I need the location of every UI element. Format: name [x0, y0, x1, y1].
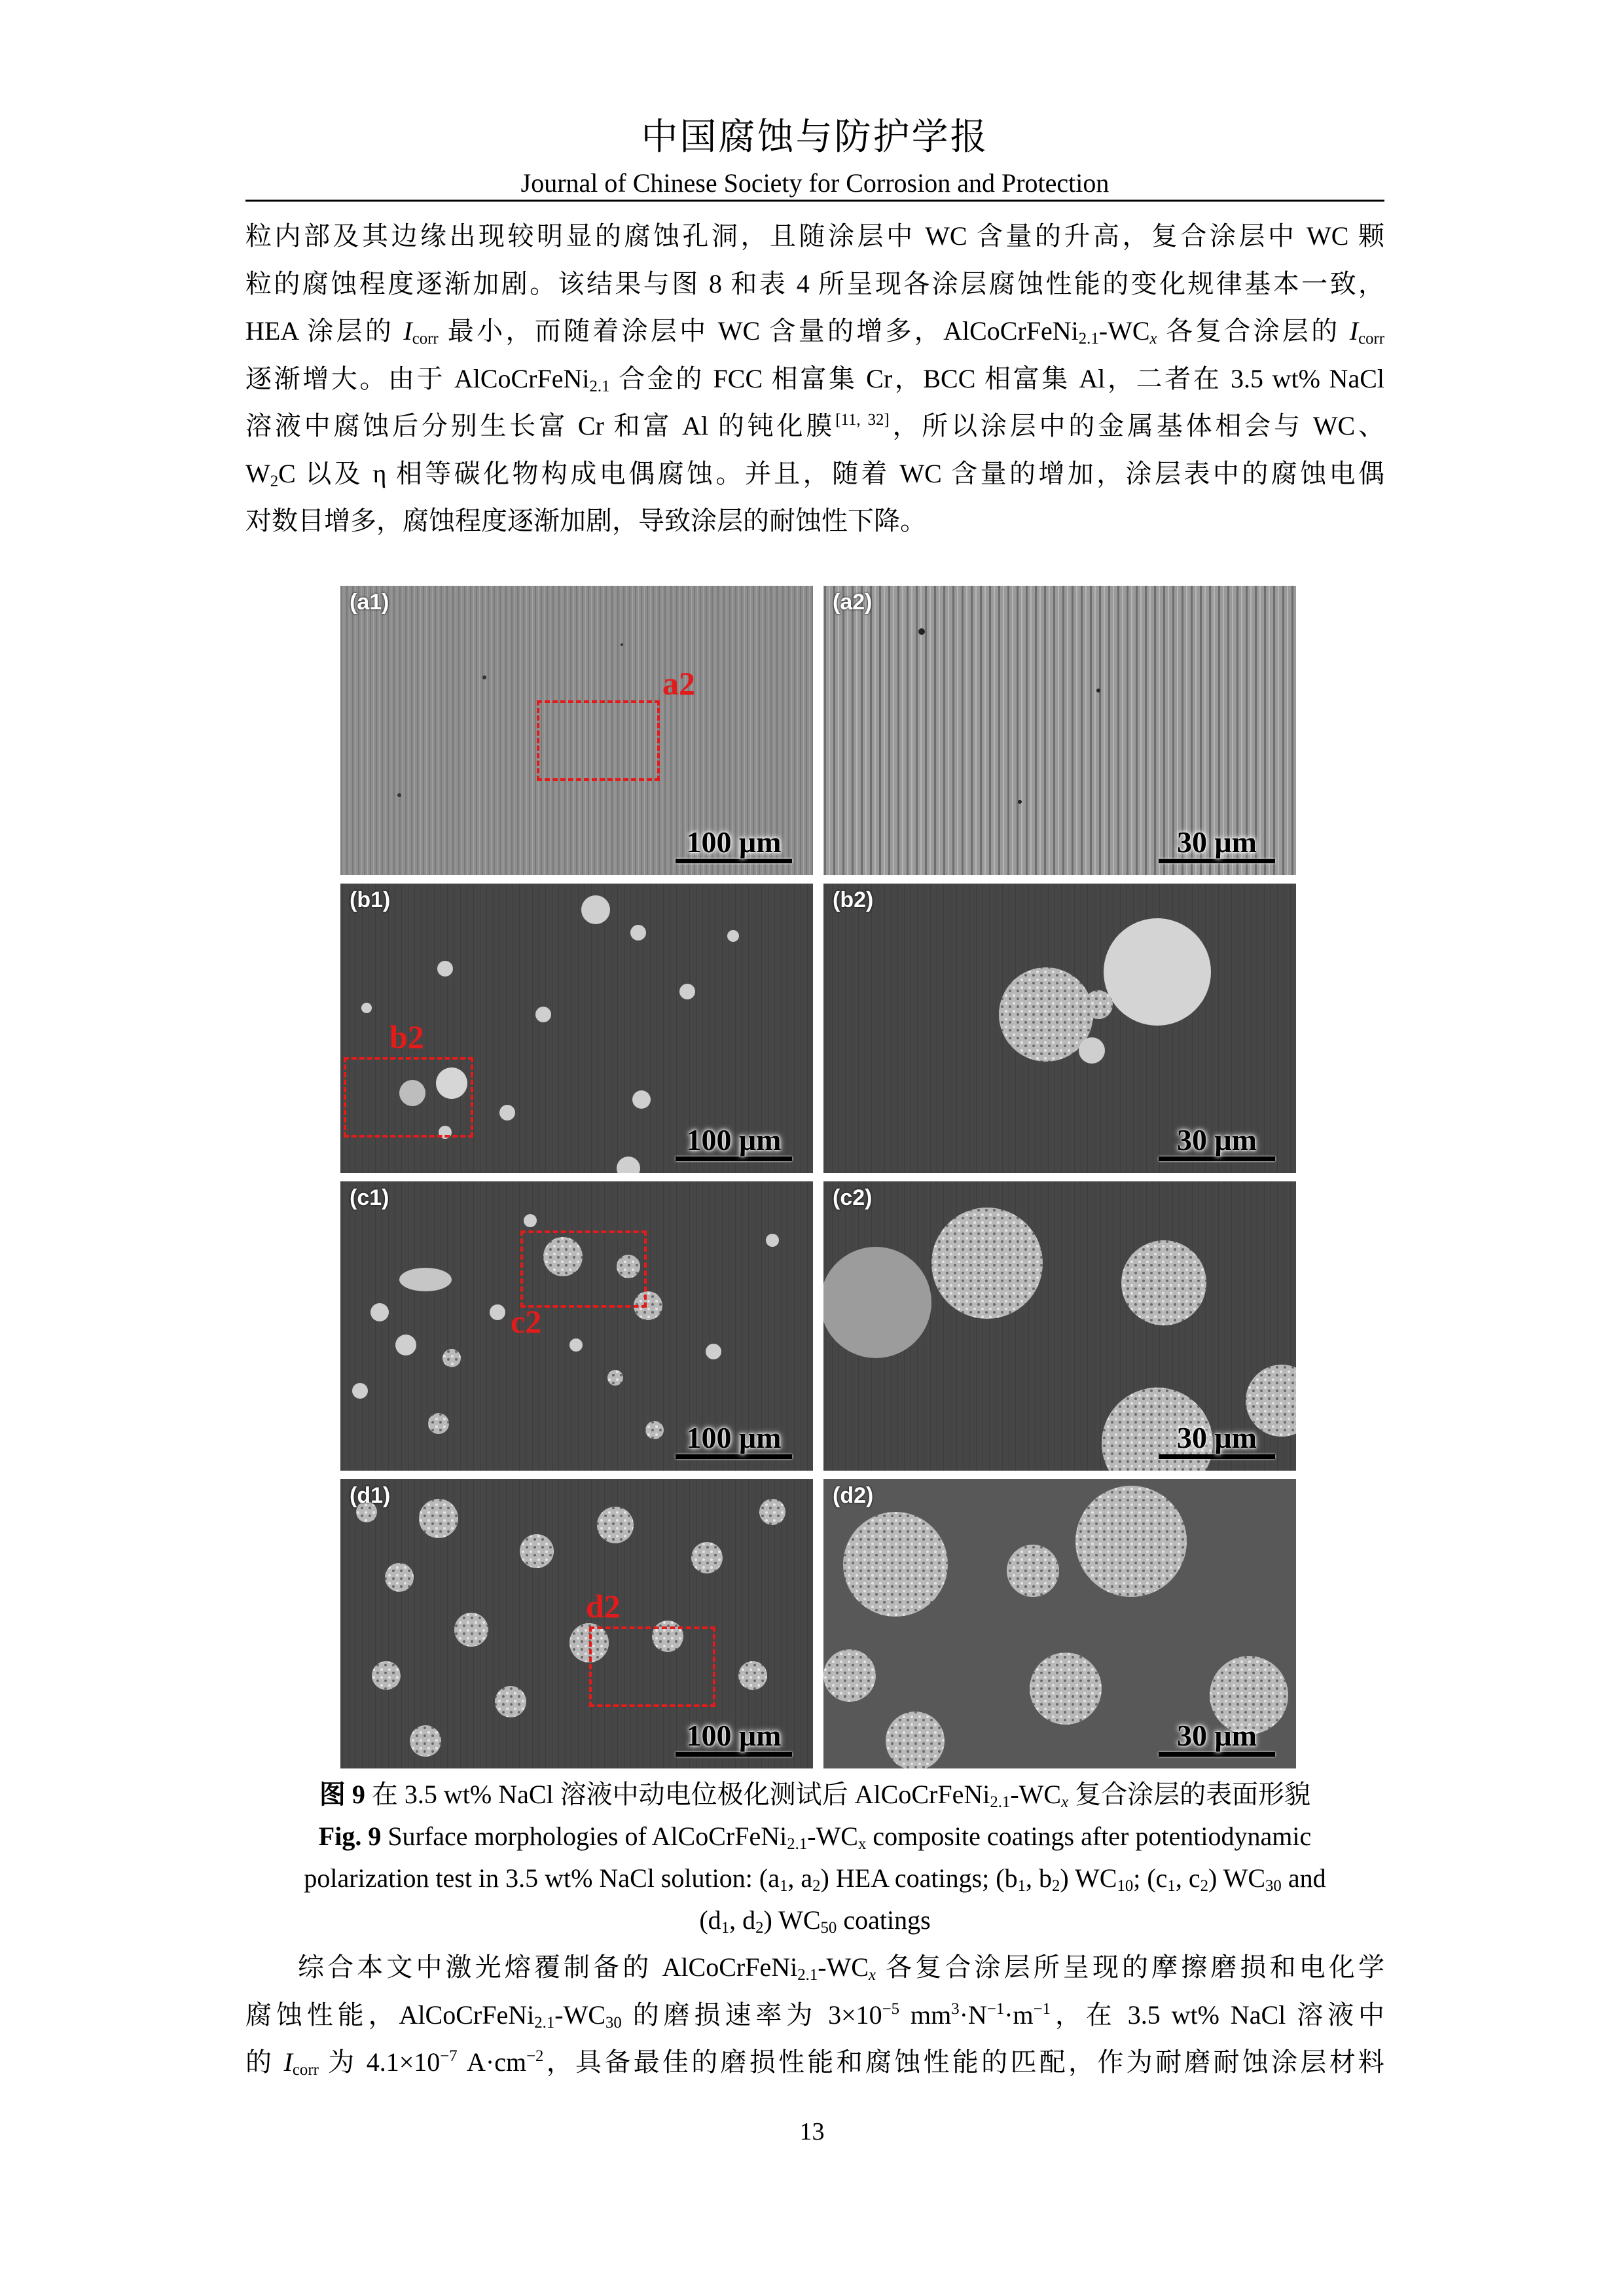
journal-header — [245, 110, 1384, 202]
sem-panel-b2 — [823, 884, 1296, 1173]
roi-box — [589, 1626, 715, 1707]
panel-label: (b2) — [833, 888, 874, 912]
sem-panel-d2 — [823, 1479, 1296, 1768]
citation: [11, 32] — [835, 411, 890, 429]
roi-label: d2 — [586, 1588, 621, 1624]
sem-panel-b1 — [340, 884, 813, 1173]
text-line: 综合本文中激光熔覆制备的 $AlCoCrFeNi_{2.1}-WC_x$ 各复合涂层所呈现的摩擦磨损和电化学 — [298, 1952, 1385, 1984]
sem-panel-d1 — [340, 1479, 813, 1768]
caption-en-line-2: polarization test in 3.5 wt% NaCl solution: ($a_1$, $a_2$) HEA coatings; ($b_1$, $b_2$) $WC_{10}$; ($c_1$, $c_2$) $WC_{30}$ and — [304, 1863, 1326, 1895]
body-paragraph-1 — [245, 213, 1384, 545]
journal-title-cn: 中国腐蚀与防护学报 — [641, 117, 989, 158]
scale-bar: 100 μm — [676, 1124, 792, 1161]
body-paragraph-2 — [245, 1944, 1384, 2087]
roi-box — [344, 1057, 473, 1138]
panel-label: (b1) — [350, 888, 391, 912]
scale-bar: 100 μm — [676, 1719, 792, 1757]
text-line: 粒内部及其边缘出现较明显的腐蚀孔洞，且随涂层中 WC 含量的升高，复合涂层中 WC 颗 — [245, 221, 1384, 251]
text-line: 的 $I_{corr}$ 为 $4.1\times 10^{-7}$ $A\cdot cm^{-2}$，具备最佳的磨损性能和腐蚀性能的匹配，作为耐磨耐蚀涂层材料 — [245, 2047, 1385, 2079]
text-line: 对数目增多，腐蚀程度逐渐加剧，导致涂层的耐蚀性下降。 — [245, 506, 926, 535]
figure-9-sem-panels — [340, 586, 1303, 1770]
page-number: 13 — [799, 2118, 825, 2145]
figure-caption — [245, 1774, 1384, 1941]
roi-label: b2 — [389, 1018, 424, 1055]
header-rule — [245, 200, 1384, 202]
text-line: 腐蚀性能，$AlCoCrFeNi_{2.1}-WC_{30}$ 的磨损速率为 $3\times 10^{-5}$ $mm^3\cdot N^{-1}\cdot m^{-1}$，在 3.5 wt% NaCl 溶液中 — [245, 2000, 1384, 2032]
roi-label: a2 — [662, 665, 695, 702]
text-line: 逐渐增大。由于 AlCoCrFeNi$_{2.1}$ 合金的 FCC 相富集 Cr，BCC 相富集 Al，二者在 3.5 wt% NaCl — [245, 363, 1384, 395]
roi-box — [537, 700, 660, 781]
sem-panel-c1 — [340, 1181, 813, 1471]
sem-panel-a2 — [823, 586, 1296, 875]
roi-label: c2 — [511, 1303, 542, 1340]
scale-bar: 100 μm — [676, 1422, 792, 1459]
text-line: $W_2C$ 以及 η 相等碳化物构成电偶腐蚀。并且，随着 WC 含量的增加，涂层表中的腐蚀电偶 — [245, 458, 1384, 490]
sem-panel-c2 — [823, 1181, 1296, 1471]
panel-label: (c1) — [350, 1185, 389, 1210]
caption-en-line-1: Fig. 9 Surface morphologies of $AlCoCrFeNi_{2.1}-WC_x$ composite coatings after potentiodynamic — [318, 1821, 1312, 1854]
sem-panel-a1 — [340, 586, 813, 875]
scale-bar: 100 μm — [676, 826, 792, 863]
roi-box — [520, 1230, 647, 1308]
scale-bar: 30 μm — [1159, 826, 1275, 863]
panel-label: (d2) — [833, 1483, 874, 1508]
text-line: 粒的腐蚀程度逐渐加剧。该结果与图 8 和表 4 所呈现各涂层腐蚀性能的变化规律基本一致， — [245, 268, 1384, 298]
scale-bar: 30 μm — [1159, 1124, 1275, 1161]
caption-cn: 图 9 在 3.5 wt% NaCl 溶液中动电位极化测试后 $AlCoCrFeNi_{2.1}-WC_x$ 复合涂层的表面形貌 — [319, 1780, 1311, 1812]
caption-en-line-3: ($d_1$, $d_2$) $WC_{50}$ coatings — [699, 1905, 931, 1937]
text-line: HEA 涂层的 $I_{corr}$ 最小，而随着涂层中 WC 含量的增多，$AlCoCrFeNi_{2.1}-WC_x$ 各复合涂层的 $I_{corr}$ — [245, 316, 1384, 348]
panel-label: (a2) — [833, 590, 873, 615]
panel-label: (a1) — [350, 590, 389, 615]
panel-label: (d1) — [350, 1483, 391, 1508]
text-line: 溶液中腐蚀后分别生长富 Cr 和富 Al 的钝化膜[11, 32]，所以涂层中的金属基体相会与 WC、 — [245, 411, 1385, 440]
scale-bar: 30 μm — [1159, 1422, 1275, 1459]
journal-title-en: Journal of Chinese Society for Corrosion and Protection — [520, 168, 1110, 198]
scale-bar: 30 μm — [1159, 1719, 1275, 1757]
panel-label: (c2) — [833, 1185, 873, 1210]
